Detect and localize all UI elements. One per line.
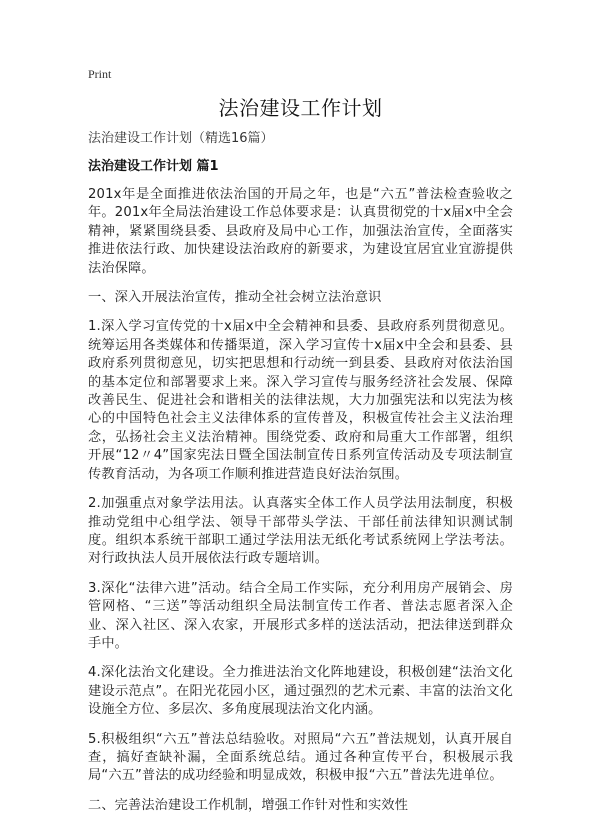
print-link[interactable]: Print [88,67,112,81]
document-page [88,66,513,826]
item-4-paragraph: 4.深化法治文化建设。全力推进法治文化阵地建设，积极创建“法治文化建设示范点”。在阳光花园小区，通过强烈的艺术元素、丰富的法治文化设施全方位、多层次、多角度展现法治文化内涵。 [88,665,513,718]
item-2-paragraph: 2.加强重点对象学法用法。认真落实全体工作人员学法用法制度，积极推动党组中心组学法、领导干部带头学法、干部任前法律知识测试制度。组织本系统干部职工通过学法用法无纸化考试系统网上学法考法。对行政执法人员开展依法行政专题培训。 [88,496,513,567]
document-title: 法治建设工作计划 [218,96,383,120]
document-subtitle: 法治建设工作计划（精选16篇） [88,131,274,146]
item-5-paragraph: 5.积极组织“六五”普法总结验收。对照局“六五”普法规划，认真开展自查，搞好查缺补漏，全面系统总结。通过各种宣传平台，积极展示我局“六五”普法的成功经验和明显成效，积极申报“六五”普法先进单位。 [88,731,513,784]
item-1-paragraph: 1.深入学习宣传党的十x届x中全会精神和县委、县政府系列贯彻意见。统筹运用各类媒体和传播渠道，深入学习宣传十x届x中全会和县委、县政府系列贯彻意见，切实把思想和行动统一到县委、县政府对依法治国的基本定位和部署要求上来。深入学习宣传与服务经济社会发展、保障改善民生、促进社会和谐相关的法律法规，大力加强宪法和以宪法为核心的中国特色社会主义法律体系的宣传普及，积极宣传社会主义法治理念，弘扬社会主义法治精神。围绕党委、政府和局重大工作部署，组织开展“12〃4”国家宪法日暨全国法制宣传日系列宣传活动及专项法制宣传教育活动，为各项工作顺利推进营造良好法治氛围。 [88,319,513,482]
section-two-heading: 二、完善法治建设工作机制，增强工作针对性和实效性 [88,797,409,813]
section-one-heading: 一、深入开展法治宣传，推动全社会树立法治意识 [88,290,382,306]
section-heading: 法治建设工作计划 篇1 [88,159,219,174]
intro-paragraph: 201x年是全面推进依法治国的开局之年，也是“六五”普法检查验收之年。201x年全局法治建设工作总体要求是：认真贯彻党的十x届x中全会精神，紧紧围绕县委、县政府及局中心工作，加强法治宣传，全面落实推进依法行政、加快建设法治政府的新要求，为建设宜居宜业宜游提供法治保障。 [88,187,513,276]
item-3-paragraph: 3.深化“法律六进”活动。结合全局工作实际，充分利用房产展销会、房管网格、“三送”等活动组织全局法制宣传工作者、普法志愿者深入企业、深入社区、深入农家，开展形式多样的送法活动，把法律送到群众手中。 [88,580,513,651]
